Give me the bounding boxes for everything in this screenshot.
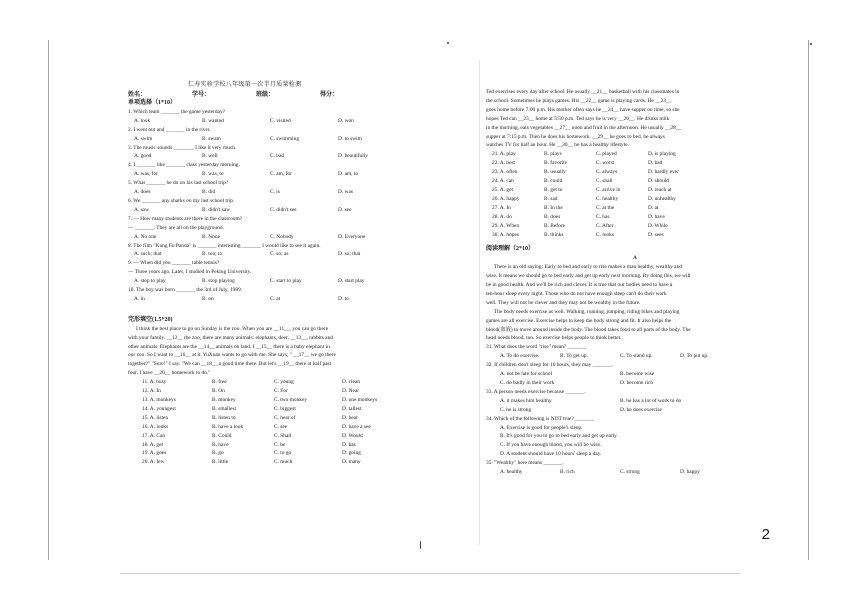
cloze-options-2 — [486, 150, 784, 239]
question-text: 4. I _______ like _______ class yesterday morning. — [128, 162, 240, 169]
option: C. hear of — [274, 414, 296, 421]
option-row — [128, 152, 466, 161]
option: 30. A. hopes — [492, 231, 519, 238]
option: D. won — [338, 117, 354, 124]
reading-paragraph-2 — [486, 308, 784, 344]
center-fold-line — [479, 60, 480, 545]
option: B. have a look — [212, 423, 244, 430]
option-row — [128, 117, 466, 126]
option: 26. A. happy — [492, 195, 520, 202]
exam-title: 仁寿实验学校八年级第一次半月质量检测 — [188, 82, 302, 88]
option-row — [128, 441, 466, 450]
option: C. looks — [596, 231, 614, 238]
option: D. has — [342, 441, 356, 448]
option: D. should — [648, 178, 669, 185]
left-column — [128, 99, 466, 467]
right-border-line — [808, 40, 809, 560]
option: B. On — [212, 388, 225, 395]
option: D. While — [648, 222, 668, 229]
option: C. to go — [274, 450, 292, 457]
cloze-passage — [128, 325, 466, 378]
question-text: 9. — When did you _______ table tennis? — [128, 260, 220, 267]
option: D. start play — [338, 278, 365, 285]
option-row — [486, 222, 784, 231]
cloze-passage-2 — [486, 88, 784, 150]
question-text: 7. — How many students are there in the classroom? — [128, 215, 243, 222]
option-row — [128, 387, 466, 396]
scan-dot — [420, 541, 421, 549]
option: 12. A. In — [142, 388, 161, 395]
option: A. To do exercise. — [500, 353, 540, 360]
passage-line: four. I have __20__ homework to do." — [128, 370, 211, 377]
option: 27. A. In — [492, 204, 511, 211]
option: 13. A. monkeys — [142, 397, 176, 403]
scan-artifact-line — [120, 573, 740, 574]
question-text: 6. We _______ any sharks on my last school trip. — [128, 197, 235, 204]
option: C. didn't see — [270, 206, 297, 213]
option: B. plays — [544, 151, 562, 158]
student-info-row — [128, 89, 466, 98]
passage-line: supper at 7:15 p.m. Then he does his homework. __29__ he goes to bed, he always — [486, 133, 665, 140]
question-text: 35. "Wealthy" here means _______. — [486, 460, 564, 467]
option: A. in — [134, 295, 145, 302]
option-row — [128, 423, 466, 432]
paragraph-line: well. They will not be clever and they may not be wealthy in the future. — [486, 299, 641, 306]
option-row — [128, 206, 466, 215]
option: C. After — [596, 222, 614, 229]
left-border-line — [48, 40, 49, 560]
question-text: 5. What _______ he do on his last school trip? — [128, 180, 229, 187]
option: C. For — [274, 388, 288, 395]
option: A. it makes him healthy — [500, 397, 552, 404]
option: C. To stand up. — [620, 353, 653, 360]
option: D. so; that — [338, 251, 361, 258]
option-row — [486, 231, 784, 240]
option: B. favorite — [544, 160, 568, 167]
question-text: 3. The music sounds _______, I like it very much. — [128, 144, 237, 151]
scan-dot — [447, 42, 449, 44]
option: D. reach at — [648, 186, 672, 193]
question-text: 10. The boy was born _______ the 3rd of July, 1989. — [128, 287, 243, 294]
option: C. start to play — [270, 278, 302, 285]
option: D. was — [338, 189, 353, 196]
option: C. arrive in — [596, 186, 621, 193]
option: 25. A. get — [492, 186, 513, 193]
question-text-2: — Three years ago. Later, I studied in Peking University. — [128, 269, 252, 276]
paragraph-line: be in good health. And we'll be rich and clever. It is true that our bodies need to have a — [486, 282, 673, 289]
option-row — [486, 195, 784, 204]
option: B. thinks — [544, 231, 564, 238]
option: C. Nobody — [270, 233, 294, 240]
option-row — [128, 396, 466, 405]
section1-heading: 单项选择（1*10） — [128, 100, 177, 106]
option-row — [128, 250, 466, 259]
option: D. unhealthy — [648, 195, 676, 202]
option-row — [486, 468, 784, 477]
option: C. worst — [596, 160, 615, 167]
option-row — [486, 177, 784, 186]
option: D. A student should have 10 hours' sleep a day. — [500, 451, 602, 458]
paragraph-line: ten-hour sleep every night. Those who do not have enough sleep can't do their work — [486, 290, 667, 297]
option-row — [128, 449, 466, 458]
option: D. bad — [648, 160, 663, 167]
question-text: 34. Which of the following is NOT true? _______ — [486, 415, 595, 422]
option-row — [128, 405, 466, 414]
option-row — [128, 188, 466, 197]
option: C. at the — [596, 204, 615, 211]
question-text: 32. If children don't sleep for 10 hours, they may _______. — [486, 362, 613, 369]
question-text: 2. I went out and _______ in the river. — [128, 126, 211, 133]
passage-line: in the morning, eats vegetables __27__ noon and fruit in the afternoon. He usually __28__ — [486, 124, 682, 131]
score-label: 得分： — [320, 92, 339, 98]
option: D. happy — [680, 469, 700, 476]
option: D. see — [338, 206, 352, 213]
option: B. free — [212, 379, 227, 386]
option-row — [128, 378, 466, 387]
passage-line: watches TV for half an hour. He __30__ he has a healthy lifestyle. — [486, 142, 629, 149]
option: B. To get up. — [560, 353, 588, 360]
option: A. swim — [134, 135, 153, 142]
passage-line: together?" "Sure!" I say. "We can __18__ a good time there. But let's __19__ there at half past — [128, 361, 332, 368]
option-row — [486, 168, 784, 177]
option-row — [128, 295, 466, 304]
option: B. sad — [544, 195, 558, 202]
name-label: 姓名： — [128, 92, 147, 98]
option: A. saw — [134, 206, 149, 213]
option: B. well — [202, 153, 218, 160]
option: A. No one — [134, 233, 157, 240]
option: D. at — [648, 204, 659, 211]
option: B. stop playing — [202, 278, 235, 285]
option: D. to — [338, 295, 349, 302]
option: 16. A. looks — [142, 423, 169, 430]
option-row — [128, 277, 466, 286]
option: B. rich — [560, 469, 575, 476]
option: D. Everyone — [338, 233, 366, 240]
option: A. healthy — [500, 469, 523, 476]
option: B. monkey — [212, 397, 236, 403]
option: A. does — [134, 189, 151, 196]
option: B. swam — [202, 135, 221, 142]
passage-line: I think the best place to go on Sunday is the zoo. When you are __11__, you can go there — [136, 325, 329, 332]
option: B. have — [212, 441, 229, 448]
option: C. swimming — [270, 135, 300, 142]
section3-heading: 阅读理解（2*10） — [486, 246, 535, 253]
option: C. is — [270, 189, 280, 196]
option: B. wanted — [202, 117, 224, 124]
right-column — [486, 88, 784, 477]
option: 28. A. do — [492, 213, 512, 220]
option: A. stop to play — [134, 278, 166, 285]
option: D. going — [342, 450, 361, 457]
option: 22. A. best — [492, 160, 516, 167]
option: A. Exercise is good for people's sleep. — [500, 424, 583, 431]
passage-line: hopes Ted can __25__ home at 5:50 p.m. Ted says he is very __26__. He drinks milk — [486, 115, 670, 122]
option: C. shall — [596, 178, 613, 185]
passage-label: A — [633, 255, 637, 262]
option: B. could — [544, 178, 563, 185]
reading-questions — [486, 343, 784, 477]
option-row — [128, 432, 466, 441]
option: C. he is strong — [500, 406, 532, 413]
question-text: 31. What does the word "rise" mean? _______ — [486, 344, 587, 351]
option: C. be — [274, 441, 286, 448]
paragraph-line: wise. It means we should go to bed early and get up early next morning. By doing this, we will — [486, 273, 691, 280]
cloze-options — [128, 378, 466, 467]
scan-dot — [810, 43, 812, 45]
option: B. too; to — [202, 251, 223, 258]
paragraph-line: There is an old saying: Early to bed and early to rise makes a man healthy, wealthy and — [494, 264, 682, 271]
option: D. hear — [342, 414, 358, 421]
option: B. It's good for you to go to bed early and get up early. — [500, 433, 618, 440]
option: 19. A. goes — [142, 450, 167, 457]
option: D. sees — [648, 231, 664, 238]
option: D. become rich — [620, 380, 654, 386]
option-row — [486, 406, 784, 415]
option: A. not be late for school — [500, 371, 553, 378]
option: D. clean — [342, 379, 360, 386]
section2-heading: 完形填空(1.5*20) — [128, 316, 173, 323]
option: D. have a see — [342, 423, 371, 430]
option: D. is playing — [648, 151, 676, 158]
option: D. one monkeys — [342, 397, 378, 403]
option: C. Shall — [274, 432, 292, 439]
option: C. strong — [620, 469, 640, 476]
paragraph-line: blood(血液) to move around inside the body. The blood takes food to all parts of the body. The — [486, 326, 691, 333]
question-text-2: — _______. They are all on the playground. — [128, 224, 224, 231]
option: B. does — [544, 213, 561, 220]
option: 15. A. listen — [142, 414, 169, 421]
option: B. did — [202, 189, 216, 196]
option-row — [486, 352, 784, 361]
paragraph-line: games are all exercise. Exercise helps to keep the body strong and fit. It also helps the — [486, 317, 672, 324]
option: B. In the — [544, 204, 563, 211]
option-row — [486, 213, 784, 222]
option-row — [486, 204, 784, 213]
option: 23. A. often — [492, 169, 518, 176]
option: C. at — [270, 295, 281, 302]
option: A. took — [134, 117, 151, 124]
option: C. so; as — [270, 251, 289, 258]
option-row — [128, 458, 466, 467]
option-row — [486, 379, 784, 388]
option-row — [486, 397, 784, 406]
page-number: 2 — [761, 526, 770, 543]
option: D. hardly ever — [648, 169, 679, 176]
option: 18. A. get — [142, 441, 163, 448]
option: C. young — [274, 379, 294, 386]
option: D. To put up. — [680, 353, 709, 360]
option: B. smallest — [212, 405, 236, 412]
option: D. beautifully — [338, 153, 368, 160]
option-row — [486, 370, 784, 379]
option: C. If you have enough blood, you will be wise. — [500, 442, 602, 449]
option: B. he has a lot of work to do — [620, 397, 682, 404]
option: B. usually — [544, 169, 566, 176]
option-row — [128, 414, 466, 423]
option: 21. A. play — [492, 151, 516, 158]
option: C. healthy — [596, 195, 619, 202]
option: 11. A. busy — [142, 379, 167, 386]
passage-line: Ted exercises every day after school. He usually __21__ basketball with his classmates in — [486, 89, 680, 95]
option: C. visited — [270, 117, 291, 124]
class-label: 班级： — [256, 92, 275, 98]
passage-line: the school. Sometimes he plays games. His __22__ game is playing cards. He __23__ — [486, 97, 672, 104]
question-text: 33. A person needs exercise because _______. — [486, 388, 586, 395]
option: 20. A. few — [142, 459, 165, 466]
option: 14. A. youngest — [142, 405, 176, 412]
option: D. Near — [342, 388, 360, 395]
option: D. he does exercise — [620, 406, 662, 413]
option: B. didn't saw — [202, 206, 231, 213]
passage-line: our zoo. So I want to __16__ at it. YuXuan wants to go with me. She says, " __17__ we go there — [128, 352, 336, 359]
passage-line: with your family. __12__ the zoo, there are many animals: elephants, deer, __13__, rabbits and — [128, 334, 333, 341]
option: D. have — [648, 213, 665, 220]
option: C. always — [596, 169, 618, 176]
option: B. become wise — [620, 371, 655, 378]
option: B. listen to — [212, 414, 236, 421]
option: B. on — [202, 295, 214, 302]
option: 17. A. Can — [142, 432, 166, 439]
option-row — [486, 159, 784, 168]
paragraph-line: head needs blood, too. So exercise helps people to think better. — [486, 335, 622, 342]
option: D. to swim — [338, 135, 362, 142]
question-text: 8. The film "Kung Fu Panda" is _______ interesting _______ I would like to see it again. — [128, 242, 321, 249]
option: A. was, for — [134, 171, 158, 178]
option: C. bad — [270, 153, 285, 160]
section1-questions — [128, 108, 466, 304]
option: 24. A. can — [492, 178, 514, 185]
option: D. many — [342, 459, 361, 466]
option: D. am, to — [338, 171, 359, 178]
option: B. little — [212, 459, 229, 466]
option: B. Before — [544, 222, 565, 229]
option-row — [128, 233, 466, 242]
option: C. biggest — [274, 405, 296, 412]
option-row — [128, 135, 466, 144]
option: B. go — [212, 450, 224, 457]
paragraph-line: The body needs exercise as well. Walking, running, jumping, riding bikes and playing — [494, 308, 680, 315]
passage-line: goes home before 7:00 p.m. His mother often says he __24__ have supper on time, so she — [486, 106, 680, 113]
option: B. None — [202, 233, 220, 240]
passage-line: other animals. Elephants are the __14__ animals on land. I __15__ there is a baby elephant in — [128, 343, 330, 350]
option-row — [128, 170, 466, 179]
option: C. much — [274, 459, 293, 466]
option: B. Could — [212, 432, 232, 439]
option: C. am, for — [270, 171, 292, 178]
option: B. get to — [544, 186, 563, 193]
reading-paragraph-1 — [486, 263, 784, 308]
option: D. Would — [342, 432, 363, 439]
option: A. such; that — [134, 251, 162, 258]
id-label: 学号： — [192, 92, 211, 98]
option: C. played — [596, 151, 617, 158]
option: 29. A. When — [492, 222, 520, 229]
option: D. tallest — [342, 405, 362, 412]
option-row — [486, 150, 784, 159]
option: C. do badly in their work — [500, 380, 555, 386]
option: C. see — [274, 423, 288, 430]
option: A. good — [134, 153, 152, 160]
option: B. was, to — [202, 171, 224, 178]
question-text: 1. Which team _______ the game yesterday? — [128, 108, 226, 115]
option: C. has — [596, 213, 610, 220]
option-row — [486, 186, 784, 195]
option: C. two monkey — [274, 397, 308, 403]
